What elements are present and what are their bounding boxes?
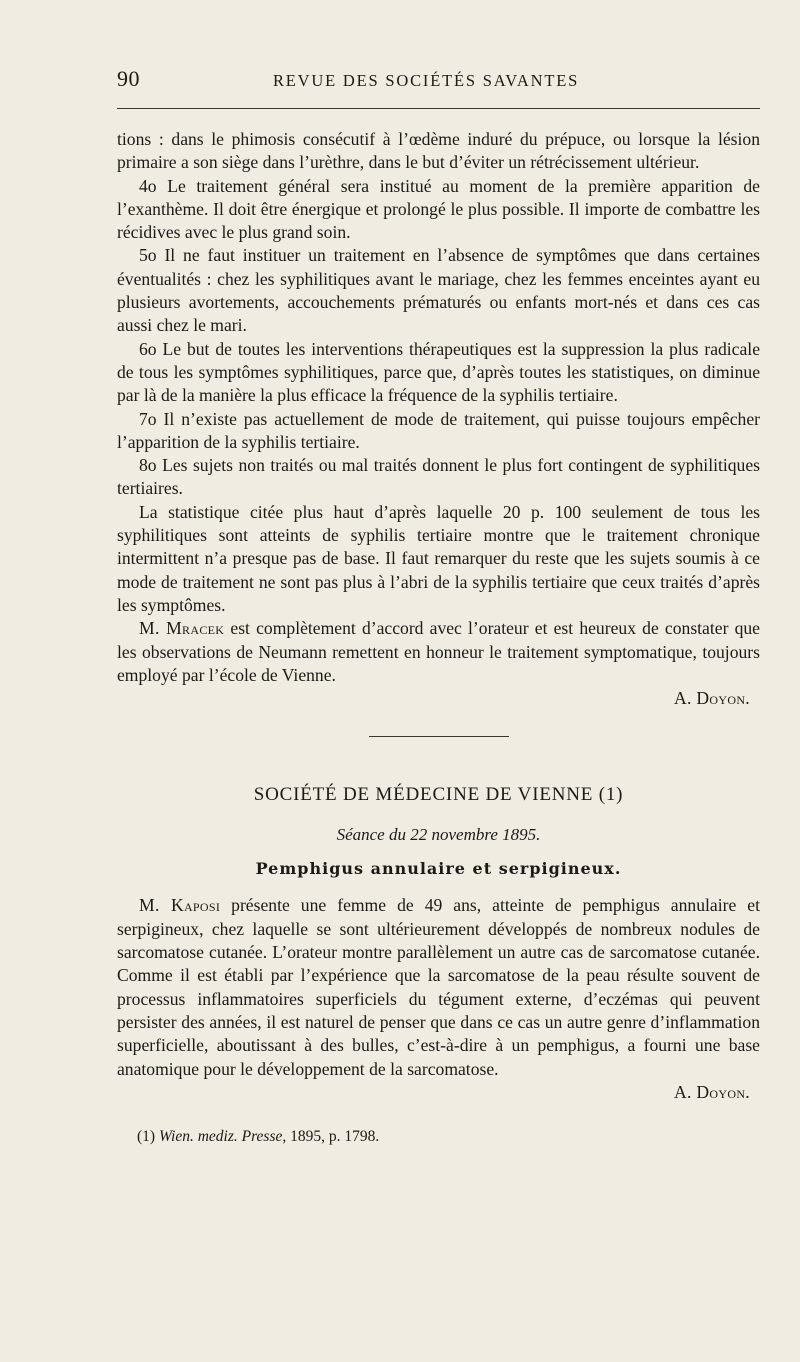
article-subtitle: Pemphigus annulaire et serpigineux. (255, 859, 622, 879)
paragraph-point-6: 6o Le but de toutes les interventions thérapeutiques est la suppression la plus radicale de tous les symptômes syphilitiques, parce que, d’après toutes les statistiques, on diminue par là de la manière la plus efficace la fréquence de la syphilis tertiaire. (117, 338, 760, 406)
paragraph-statistique: La statistique citée plus haut d’après laquelle 20 p. 100 seulement de tous les syphilitiques sont atteints de syphilis tertiaire montre que le traitement chronique intermittent n’a presque pas de base. Il faut remarquer du reste que les sujets soumis à ce mode de traitement ne sont pas plus à l’abri de la syphilis tertiaire que ceux traités d’après les symptômes. (117, 501, 760, 615)
paragraph-point-8: 8o Les sujets non traités ou mal traités donnent le plus fort contingent de syphilitiques tertiaires. (117, 455, 760, 499)
paragraph-continuation: tions : dans le phimosis consécutif à l’œdème induré du prépuce, ou lorsque la lésion primaire a son siège dans l’urèthre, dans le but d’éviter un rétrécissement ultérieur. (117, 129, 760, 173)
page-body (117, 128, 760, 1147)
kaposi-text: présente une femme de 49 ans, atteinte de pemphigus annulaire et serpigineux, chez laquelle se sont ultérieurement développés de nombreux nodules de sarcomatose cutanée. L’orateur montre parallèlement un autre cas de sarcomatose cutanée. Comme il est établi par l’expérience que la sarcomatose de la peau résulte souvent de processus inflammatoires superficiels du tégument externe, d’eczémas qui peuvent persister des années, il est naturel de penser que dans ce cas un autre genre d’inflammation superficielle, aboutissant à des bulles, c’est-à-dire à un pemphigus, a fourni une base anatomique pour le développement de la sarcomatose. (117, 895, 760, 1079)
seance-date: Séance du 22 novembre 1895. (336, 825, 541, 845)
header-rule (117, 108, 760, 109)
footnote-marker: (1) (137, 1128, 156, 1146)
paragraph-kaposi (117, 894, 760, 1080)
speaker-kaposi: M. Kaposi (139, 895, 221, 916)
paragraph-mracek (117, 617, 760, 687)
section-divider (369, 736, 509, 737)
speaker-mracek: M. Mracek (139, 618, 225, 639)
section-title: SOCIÉTÉ DE MÉDECINE DE VIENNE (1) (253, 784, 624, 806)
footnote-ref: 1895, p. 1798. (290, 1128, 380, 1146)
signature-doyon-2: A. Doyon. (674, 1081, 750, 1102)
page-header (117, 66, 760, 96)
mracek-text: est complètement d’accord avec l’orateur et est heureux de constater que les observations de Neumann remettent en honneur le traitement symptomatique, toujours employé par l’école de Vienne. (117, 618, 760, 685)
paragraph-point-5: 5o Il ne faut instituer un traitement en l’absence de symptômes que dans certaines éventualités : chez les syphilitiques avant le mariage, chez les femmes enceintes ayant eu plusieurs avortements, accouchements prématurés ou enfants mort-nés et dans ces cas aussi chez le mari. (117, 245, 760, 336)
footnote (117, 1127, 760, 1147)
running-title: REVUE DES SOCIÉTÉS SAVANTES (273, 71, 580, 90)
paragraph-point-7: 7o Il n’existe pas actuellement de mode de traitement, qui puisse toujours empêcher l’apparition de la syphilis tertiaire. (117, 408, 760, 452)
page-number: 90 (117, 66, 140, 91)
footnote-journal: Wien. mediz. Presse, (158, 1128, 287, 1146)
paragraph-point-4: 4o Le traitement général sera institué au moment de la première apparition de l’exanthème. Il doit être énergique et prolongé le plus possible. Il importe de combattre les récidives avec le plus grand soin. (117, 175, 760, 243)
signature-doyon-1: A. Doyon. (674, 688, 750, 709)
